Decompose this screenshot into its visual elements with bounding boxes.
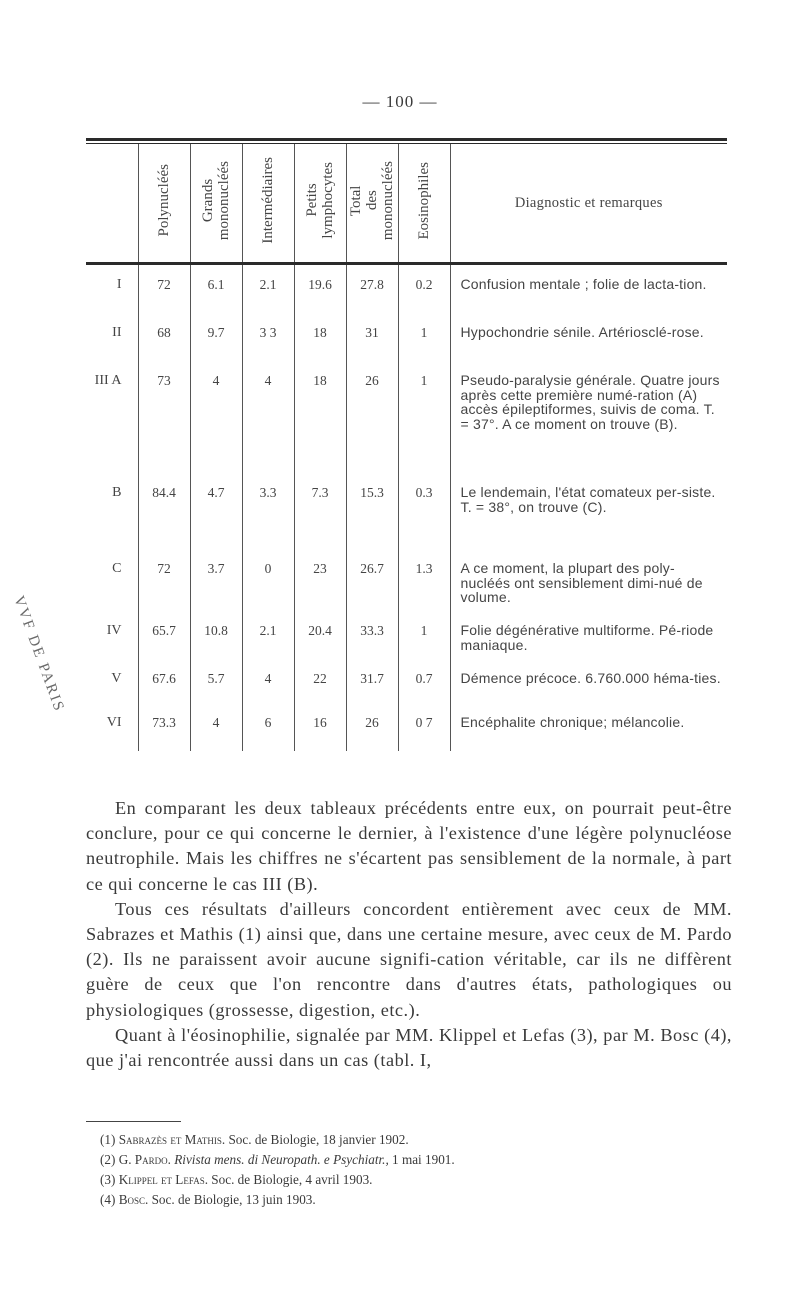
cell-polynucleees: 84.4	[138, 485, 190, 561]
table-row	[86, 325, 727, 373]
cell-grands-mononucleees: 3.7	[190, 561, 242, 623]
cell-eosinophiles: 1	[398, 623, 450, 671]
cell-eosinophiles: 0 7	[398, 715, 450, 751]
cell-eosinophiles: 0.7	[398, 671, 450, 715]
table-row	[86, 671, 727, 715]
case-header	[86, 144, 138, 264]
cell-total-mononucleees: 26	[346, 373, 398, 485]
header-polynucleees: Polynucléés	[138, 144, 190, 264]
table-row	[86, 561, 727, 623]
cell-total-mononucleees: 15.3	[346, 485, 398, 561]
case-label: VI	[106, 715, 122, 730]
cell-petits-lymphocytes: 18	[294, 325, 346, 373]
cell-intermediaires: 3.3	[242, 485, 294, 561]
cell-total-mononucleees: 31.7	[346, 671, 398, 715]
footnote-number: (2)	[100, 1152, 116, 1167]
cell-petits-lymphocytes: 19.6	[294, 277, 346, 325]
cell-diagnostic: A ce moment, la plupart des poly-nucléés ont sensiblement dimi-nué de volume.	[450, 561, 727, 623]
case-label: III A	[94, 373, 122, 388]
cell-petits-lymphocytes: 22	[294, 671, 346, 715]
footnote-source: Soc. de Biologie, 18 janvier 1902.	[225, 1132, 409, 1147]
cell-eosinophiles: 1	[398, 373, 450, 485]
cell-polynucleees: 67.6	[138, 671, 190, 715]
cell-diagnostic: Démence précoce. 6.760.000 héma-ties.	[450, 671, 727, 715]
footnote-number: (1)	[100, 1132, 116, 1147]
footnote	[100, 1130, 740, 1150]
cell-intermediaires: 4	[242, 671, 294, 715]
library-stamp	[0, 588, 68, 738]
cell-intermediaires: 4	[242, 373, 294, 485]
cell-intermediaires: 6	[242, 715, 294, 751]
cell-intermediaires: 2.1	[242, 277, 294, 325]
cell-total-mononucleees: 26.7	[346, 561, 398, 623]
blood-count-table	[86, 144, 727, 751]
page-number: — 100 —	[362, 92, 438, 111]
header-total-mononucleees: Total des mononucléés	[346, 144, 398, 264]
table-row	[86, 715, 727, 751]
table-row	[86, 373, 727, 485]
cell-eosinophiles: 1	[398, 325, 450, 373]
footnote-authors: Bosc.	[118, 1192, 149, 1207]
footnotes	[100, 1130, 740, 1210]
cell-polynucleees: 73.3	[138, 715, 190, 751]
cell-total-mononucleees: 31	[346, 325, 398, 373]
cell-grands-mononucleees: 4	[190, 715, 242, 751]
cell-total-mononucleees: 27.8	[346, 277, 398, 325]
footnote-authors: G. Pardo.	[118, 1152, 171, 1167]
case-label: I	[116, 277, 122, 292]
cell-grands-mononucleees: 4	[190, 373, 242, 485]
paragraph: Tous ces résultats d'ailleurs concordent entièrement avec ceux de MM. Sabrazes et Mathis (1) ainsi que, dans une certaine mesure, avec ceux de M. Pardo (2). Ils ne paraissent avoir aucune signifi-cation véritable, car ils ne diffèrent guère de ceux que l'on rencontre dans d'autres états, pathologiques ou physiologiques (grossesse, digestion, etc.).	[86, 898, 732, 1020]
footnote	[100, 1170, 740, 1190]
cell-grands-mononucleees: 5.7	[190, 671, 242, 715]
cell-grands-mononucleees: 6.1	[190, 277, 242, 325]
cell-polynucleees: 72	[138, 277, 190, 325]
cell-petits-lymphocytes: 23	[294, 561, 346, 623]
cell-polynucleees: 65.7	[138, 623, 190, 671]
header-diagnostic: Diagnostic et remarques	[450, 144, 727, 264]
paragraph: Quant à l'éosinophilie, signalée par MM. Klippel et Lefas (3), par M. Bosc (4), que j'ai rencontrée aussi dans un cas (tabl. I,	[86, 1024, 732, 1071]
table-row	[86, 277, 727, 325]
cell-diagnostic: Hypochondrie sénile. Artériosclé-rose.	[450, 325, 727, 373]
body-text	[86, 796, 732, 1073]
cell-petits-lymphocytes: 20.4	[294, 623, 346, 671]
table-row	[86, 485, 727, 561]
cell-eosinophiles: 1.3	[398, 561, 450, 623]
footnote-authors: Klippel et Lefas.	[118, 1172, 208, 1187]
footnote-source: Soc. de Biologie, 13 juin 1903.	[148, 1192, 316, 1207]
stamp-text: VVF DE PARIS	[10, 593, 68, 715]
cell-polynucleees: 68	[138, 325, 190, 373]
footnote-journal: Rivista mens. di Neuropath. e Psychiatr.,	[170, 1152, 389, 1167]
cell-petits-lymphocytes: 18	[294, 373, 346, 485]
header-intermediaires: Intermédiaires	[242, 144, 294, 264]
cell-diagnostic: Le lendemain, l'état comateux per-siste. T. = 38°, on trouve (C).	[450, 485, 727, 561]
case-label: II	[112, 325, 122, 340]
cell-grands-mononucleees: 10.8	[190, 623, 242, 671]
case-label: V	[111, 671, 122, 686]
header-eosinophiles: Eosinophiles	[398, 144, 450, 264]
footnote	[100, 1190, 740, 1210]
footnote-source: 1 mai 1901.	[388, 1152, 455, 1167]
cell-intermediaires: 3 3	[242, 325, 294, 373]
cell-petits-lymphocytes: 7.3	[294, 485, 346, 561]
cell-diagnostic: Pseudo-paralysie générale. Quatre jours après cette première numé-ration (A) accès épileptiformes, suivis de coma. T. = 37°. A ce moment on trouve (B).	[450, 373, 727, 485]
table-header-row	[86, 144, 727, 264]
cell-diagnostic: Folie dégénérative multiforme. Pé-riode maniaque.	[450, 623, 727, 671]
cell-intermediaires: 2.1	[242, 623, 294, 671]
cell-eosinophiles: 0.3	[398, 485, 450, 561]
cell-polynucleees: 72	[138, 561, 190, 623]
cell-polynucleees: 73	[138, 373, 190, 485]
cell-total-mononucleees: 33.3	[346, 623, 398, 671]
footnote-authors: Sabrazès et Mathis.	[118, 1132, 226, 1147]
case-label: B	[112, 485, 122, 500]
cell-total-mononucleees: 26	[346, 715, 398, 751]
paragraph: En comparant les deux tableaux précédents entre eux, on pourrait peut-être conclure, pour ce qui concerne le dernier, à l'existence d'une légère polynucléose neutrophile. Mais les chiffres ne s'écartent pas sensiblement de la normale, à part ce qui concerne le cas III (B).	[86, 798, 732, 894]
cell-grands-mononucleees: 9.7	[190, 325, 242, 373]
footnote-number: (4)	[100, 1192, 116, 1207]
cell-grands-mononucleees: 4.7	[190, 485, 242, 561]
table-row	[86, 623, 727, 671]
footnote-source: Soc. de Biologie, 4 avril 1903.	[208, 1172, 373, 1187]
footnote-rule	[86, 1121, 181, 1122]
cell-petits-lymphocytes: 16	[294, 715, 346, 751]
cell-intermediaires: 0	[242, 561, 294, 623]
header-petits-lymphocytes: Petits lymphocytes	[294, 144, 346, 264]
cell-eosinophiles: 0.2	[398, 277, 450, 325]
cell-diagnostic: Confusion mentale ; folie de lacta-tion.	[450, 277, 727, 325]
footnote	[100, 1150, 740, 1170]
header-grands-mononucleees: Grands mononucléés	[190, 144, 242, 264]
cell-diagnostic: Encéphalite chronique; mélancolie.	[450, 715, 727, 751]
case-label: IV	[106, 623, 122, 638]
table-top-rule	[86, 138, 727, 141]
case-label: C	[112, 561, 122, 576]
footnote-number: (3)	[100, 1172, 116, 1187]
